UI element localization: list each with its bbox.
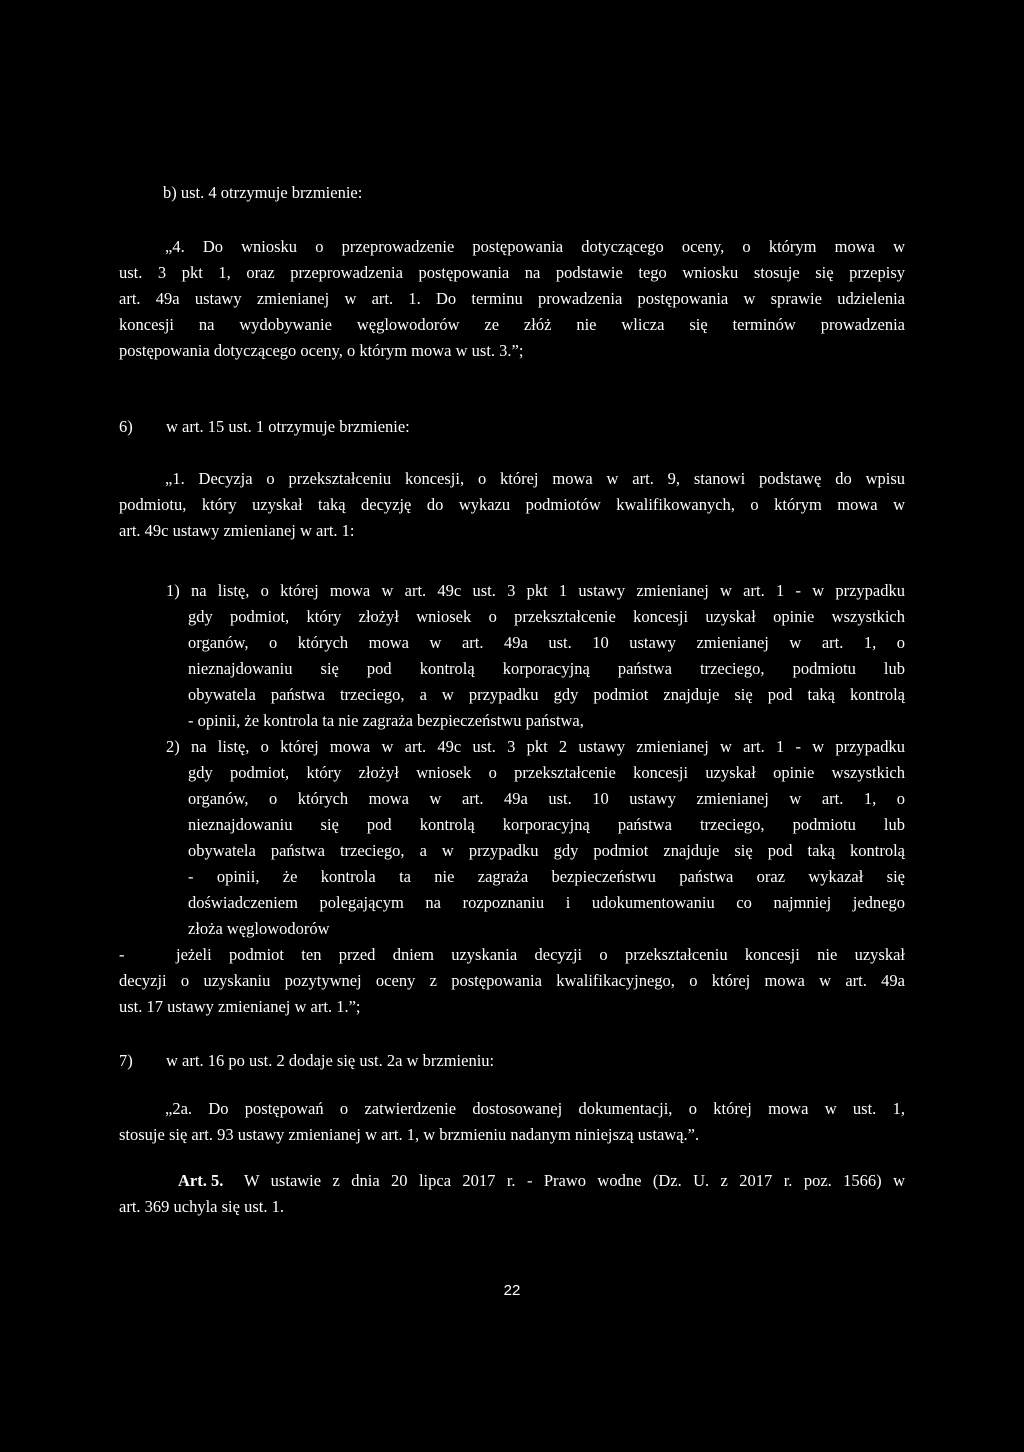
dash-marker: - xyxy=(119,945,125,964)
text-line: „1. Decyzja o przekształceniu koncesji, o której mowa w art. 9, stanowi podstawę do wpisu xyxy=(165,469,905,488)
text-line: nieznajdowaniu się pod kontrolą korporacyjną państwa trzeciego, podmiotu lub xyxy=(188,659,905,678)
section-7-header-text: w art. 16 po ust. 2 dodaje się ust. 2a w brzmieniu: xyxy=(166,1051,495,1070)
text-line: ust. 3 pkt 1, oraz przeprowadzenia postępowania na podstawie tego wniosku stosuje się przepisy xyxy=(119,263,905,282)
text-line: organów, o których mowa w art. 49a ust. 10 ustawy zmienianej w art. 1, o xyxy=(188,789,905,808)
section-7-header xyxy=(119,1048,905,1074)
art5-label: Art. 5. xyxy=(178,1171,224,1190)
section-6-header xyxy=(119,414,905,440)
text-line: art. 369 uchyla się ust. 1. xyxy=(119,1197,284,1216)
text-line: obywatela państwa trzeciego, a w przypadku gdy podmiot znajduje się pod taką kontrolą xyxy=(188,841,905,860)
text-line: postępowania dotyczącego oceny, o którym mowa w ust. 3.”; xyxy=(119,341,524,360)
text-line: art. 49a ustawy zmienianej w art. 1. Do terminu prowadzenia postępowania w sprawie udzielenia xyxy=(119,289,905,308)
text-line: decyzji o uzyskaniu pozytywnej oceny z postępowania kwalifikacyjnego, o której mowa w art. 49a xyxy=(119,971,905,990)
text-line: 1) na listę, o której mowa w art. 49c ust. 3 pkt 1 ustawy zmienianej w art. 1 - w przypadku xyxy=(166,581,905,600)
text-line: „4. Do wniosku o przeprowadzenie postępowania dotyczącego oceny, o którym mowa w xyxy=(165,237,905,256)
list-item-2 xyxy=(166,734,905,942)
text-line: ust. 17 ustawy zmienianej w art. 1.”; xyxy=(119,997,361,1016)
text-line: obywatela państwa trzeciego, a w przypadku gdy podmiot znajduje się pod taką kontrolą xyxy=(188,685,905,704)
text-line: 2) na listę, o której mowa w art. 49c ust. 3 pkt 2 ustawy zmienianej w art. 1 - w przypadku xyxy=(166,737,905,756)
list-item-1 xyxy=(166,578,905,734)
text-line: koncesji na wydobywanie węglowodorów ze złóż nie wlicza się terminów prowadzenia xyxy=(119,315,905,334)
section-b-paragraph xyxy=(119,234,905,364)
text-line: - opinii, że kontrola ta nie zagraża bezpieczeństwu państwa, xyxy=(188,711,584,730)
text-line: - opinii, że kontrola ta nie zagraża bezpieczeństwu państwa oraz wykazał się xyxy=(188,867,905,886)
dash-paragraph xyxy=(119,942,905,1020)
section-7-number: 7) xyxy=(119,1051,133,1070)
section-7-paragraph xyxy=(119,1096,905,1148)
text-line: art. 49c ustawy zmienianej w art. 1: xyxy=(119,521,355,540)
text-line: złoża węglowodorów xyxy=(188,919,330,938)
page-number: 22 xyxy=(503,1282,521,1299)
text-line: doświadczeniem polegającym na rozpoznaniu i udokumentowaniu co najmniej jednego xyxy=(188,893,905,912)
text-line: W ustawie z dnia 20 lipca 2017 r. - Prawo wodne (Dz. U. z 2017 r. poz. 1566) w xyxy=(244,1171,905,1190)
section-6-number: 6) xyxy=(119,417,133,436)
section-6-paragraph xyxy=(119,466,905,544)
text-line: stosuje się art. 93 ustawy zmienianej w art. 1, w brzmieniu nadanym niniejszą ustawą.”. xyxy=(119,1125,700,1144)
text-line: podmiotu, który uzyskał taką decyzję do wykazu podmiotów kwalifikowanych, o którym mowa w xyxy=(119,495,905,514)
text-line: nieznajdowaniu się pod kontrolą korporacyjną państwa trzeciego, podmiotu lub xyxy=(188,815,905,834)
text-line: „2a. Do postępowań o zatwierdzenie dostosowanej dokumentacji, o której mowa w ust. 1, xyxy=(165,1099,905,1118)
art5-paragraph xyxy=(119,1168,905,1220)
text-line: organów, o których mowa w art. 49a ust. 10 ustawy zmienianej w art. 1, o xyxy=(188,633,905,652)
section-b-header xyxy=(119,180,905,206)
text-line: jeżeli podmiot ten przed dniem uzyskania decyzji o przekształceniu koncesji nie uzyskał xyxy=(176,945,905,964)
section-b-header-text: b) ust. 4 otrzymuje brzmienie: xyxy=(163,183,363,202)
section-6-header-text: w art. 15 ust. 1 otrzymuje brzmienie: xyxy=(166,417,410,436)
text-line: gdy podmiot, który złożył wniosek o przekształcenie koncesji uzyskał opinie wszystkich xyxy=(188,607,905,626)
text-line: gdy podmiot, który złożył wniosek o przekształcenie koncesji uzyskał opinie wszystkich xyxy=(188,763,905,782)
